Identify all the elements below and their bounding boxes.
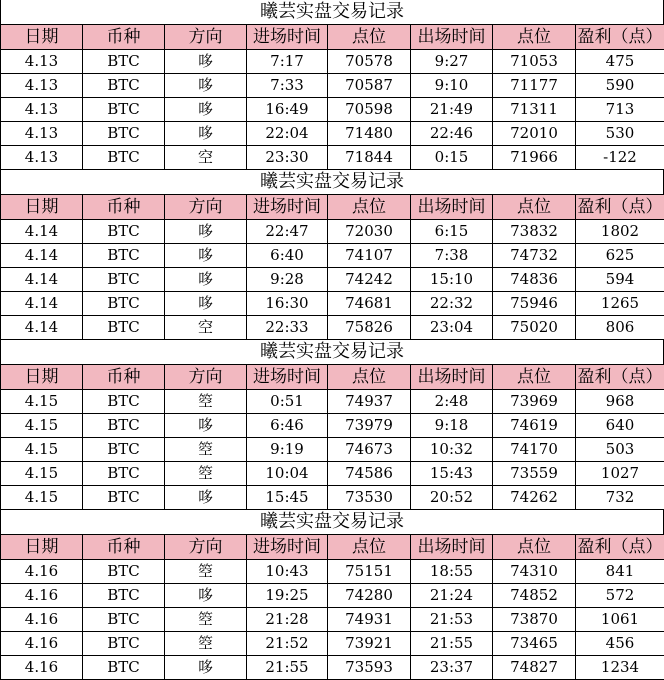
cell-profit: 841 (576, 560, 664, 584)
cell-date: 4.16 (1, 632, 83, 656)
cell-exit-price: 71053 (493, 50, 576, 74)
cell-direction: 哆 (165, 220, 247, 244)
cell-exit-time: 21:24 (411, 584, 493, 608)
cell-coin: BTC (83, 632, 165, 656)
table-row (1, 268, 664, 292)
cell-entry-price: 71844 (328, 146, 411, 170)
table-row (1, 486, 664, 510)
cell-exit-price: 72010 (493, 122, 576, 146)
cell-coin: BTC (83, 292, 165, 316)
cell-coin: BTC (83, 268, 165, 292)
section-title: 曦芸实盘交易记录 (0, 340, 664, 364)
cell-entry-price: 74242 (328, 268, 411, 292)
cell-exit-price: 74732 (493, 244, 576, 268)
cell-entry-time: 6:46 (247, 414, 328, 438)
cell-profit: 640 (576, 414, 664, 438)
cell-exit-price: 75946 (493, 292, 576, 316)
cell-direction: 箜 (165, 608, 247, 632)
section-title: 曦芸实盘交易记录 (0, 170, 664, 194)
cell-entry-time: 7:17 (247, 50, 328, 74)
cell-entry-price: 72030 (328, 220, 411, 244)
header-direction: 方向 (165, 25, 247, 50)
header-date: 日期 (1, 535, 83, 560)
cell-date: 4.14 (1, 292, 83, 316)
header-coin: 币种 (83, 195, 165, 220)
cell-date: 4.13 (1, 98, 83, 122)
header-direction: 方向 (165, 535, 247, 560)
header-exit-price: 点位 (493, 195, 576, 220)
cell-coin: BTC (83, 316, 165, 340)
cell-exit-time: 6:15 (411, 220, 493, 244)
header-exit-time: 出场时间 (411, 25, 493, 50)
cell-date: 4.14 (1, 244, 83, 268)
cell-entry-time: 10:43 (247, 560, 328, 584)
table-row (1, 608, 664, 632)
cell-entry-price: 73921 (328, 632, 411, 656)
cell-entry-time: 16:30 (247, 292, 328, 316)
header-entry-price: 点位 (328, 535, 411, 560)
cell-coin: BTC (83, 608, 165, 632)
cell-exit-time: 23:37 (411, 656, 493, 680)
cell-date: 4.16 (1, 656, 83, 680)
trade-table (0, 534, 664, 680)
cell-exit-price: 73969 (493, 390, 576, 414)
header-coin: 币种 (83, 25, 165, 50)
header-entry-time: 进场时间 (247, 365, 328, 390)
header-exit-price: 点位 (493, 535, 576, 560)
cell-exit-price: 73465 (493, 632, 576, 656)
cell-direction: 哆 (165, 656, 247, 680)
cell-profit: 625 (576, 244, 664, 268)
table-row (1, 560, 664, 584)
cell-profit: 1234 (576, 656, 664, 680)
cell-date: 4.15 (1, 486, 83, 510)
header-exit-time: 出场时间 (411, 195, 493, 220)
cell-exit-time: 2:48 (411, 390, 493, 414)
cell-direction: 空 (165, 146, 247, 170)
cell-entry-price: 74280 (328, 584, 411, 608)
cell-direction: 箜 (165, 438, 247, 462)
table-row (1, 122, 664, 146)
cell-direction: 箜 (165, 462, 247, 486)
cell-entry-price: 71480 (328, 122, 411, 146)
cell-entry-price: 74681 (328, 292, 411, 316)
table-row (1, 146, 664, 170)
cell-exit-price: 74836 (493, 268, 576, 292)
cell-entry-time: 21:52 (247, 632, 328, 656)
cell-exit-time: 15:10 (411, 268, 493, 292)
table-row (1, 390, 664, 414)
header-date: 日期 (1, 25, 83, 50)
cell-date: 4.13 (1, 74, 83, 98)
cell-entry-price: 73979 (328, 414, 411, 438)
cell-entry-time: 23:30 (247, 146, 328, 170)
table-row (1, 220, 664, 244)
cell-profit: 806 (576, 316, 664, 340)
cell-coin: BTC (83, 486, 165, 510)
cell-profit: -122 (576, 146, 664, 170)
cell-direction: 哆 (165, 74, 247, 98)
cell-entry-price: 74931 (328, 608, 411, 632)
cell-exit-time: 9:27 (411, 50, 493, 74)
header-row (1, 25, 664, 50)
cell-coin: BTC (83, 656, 165, 680)
cell-entry-price: 74107 (328, 244, 411, 268)
cell-entry-time: 22:47 (247, 220, 328, 244)
cell-date: 4.13 (1, 122, 83, 146)
cell-coin: BTC (83, 50, 165, 74)
header-profit: 盈利（点） (576, 25, 664, 50)
cell-exit-time: 10:32 (411, 438, 493, 462)
cell-exit-time: 15:43 (411, 462, 493, 486)
cell-entry-price: 75151 (328, 560, 411, 584)
cell-entry-time: 19:25 (247, 584, 328, 608)
header-entry-price: 点位 (328, 195, 411, 220)
cell-entry-time: 9:19 (247, 438, 328, 462)
header-exit-time: 出场时间 (411, 365, 493, 390)
cell-entry-price: 74673 (328, 438, 411, 462)
cell-exit-price: 71311 (493, 98, 576, 122)
cell-entry-time: 15:45 (247, 486, 328, 510)
header-exit-price: 点位 (493, 365, 576, 390)
header-date: 日期 (1, 365, 83, 390)
table-row (1, 462, 664, 486)
cell-date: 4.16 (1, 560, 83, 584)
cell-direction: 哆 (165, 584, 247, 608)
section-title: 曦芸实盘交易记录 (0, 510, 664, 534)
table-row (1, 50, 664, 74)
cell-direction: 哆 (165, 414, 247, 438)
cell-coin: BTC (83, 74, 165, 98)
cell-direction: 箜 (165, 390, 247, 414)
cell-profit: 572 (576, 584, 664, 608)
table-row (1, 632, 664, 656)
cell-profit: 503 (576, 438, 664, 462)
table-row (1, 656, 664, 680)
cell-date: 4.15 (1, 414, 83, 438)
header-row (1, 195, 664, 220)
cell-exit-price: 73832 (493, 220, 576, 244)
header-coin: 币种 (83, 365, 165, 390)
cell-date: 4.16 (1, 584, 83, 608)
cell-exit-time: 9:18 (411, 414, 493, 438)
cell-coin: BTC (83, 390, 165, 414)
cell-entry-time: 21:28 (247, 608, 328, 632)
cell-exit-time: 21:53 (411, 608, 493, 632)
table-row (1, 414, 664, 438)
cell-date: 4.15 (1, 462, 83, 486)
cell-profit: 1265 (576, 292, 664, 316)
cell-entry-price: 73530 (328, 486, 411, 510)
header-coin: 币种 (83, 535, 165, 560)
cell-profit: 968 (576, 390, 664, 414)
cell-exit-time: 22:32 (411, 292, 493, 316)
cell-coin: BTC (83, 244, 165, 268)
cell-profit: 1061 (576, 608, 664, 632)
cell-entry-price: 70587 (328, 74, 411, 98)
cell-date: 4.14 (1, 220, 83, 244)
cell-exit-time: 18:55 (411, 560, 493, 584)
cell-exit-time: 21:55 (411, 632, 493, 656)
cell-entry-time: 21:55 (247, 656, 328, 680)
cell-direction: 哆 (165, 292, 247, 316)
cell-exit-price: 71966 (493, 146, 576, 170)
cell-exit-price: 73870 (493, 608, 576, 632)
cell-entry-time: 16:49 (247, 98, 328, 122)
trade-table (0, 364, 664, 510)
header-exit-time: 出场时间 (411, 535, 493, 560)
cell-coin: BTC (83, 220, 165, 244)
cell-profit: 590 (576, 74, 664, 98)
header-entry-price: 点位 (328, 365, 411, 390)
cell-coin: BTC (83, 98, 165, 122)
table-row (1, 292, 664, 316)
cell-coin: BTC (83, 122, 165, 146)
header-row (1, 535, 664, 560)
header-direction: 方向 (165, 365, 247, 390)
header-entry-time: 进场时间 (247, 535, 328, 560)
cell-exit-price: 73559 (493, 462, 576, 486)
cell-exit-time: 0:15 (411, 146, 493, 170)
cell-entry-price: 73593 (328, 656, 411, 680)
cell-direction: 箜 (165, 560, 247, 584)
cell-date: 4.14 (1, 316, 83, 340)
cell-direction: 箜 (165, 632, 247, 656)
cell-profit: 456 (576, 632, 664, 656)
cell-direction: 哆 (165, 486, 247, 510)
cell-coin: BTC (83, 462, 165, 486)
cell-direction: 哆 (165, 244, 247, 268)
cell-exit-price: 75020 (493, 316, 576, 340)
cell-entry-time: 22:33 (247, 316, 328, 340)
cell-entry-price: 74586 (328, 462, 411, 486)
cell-exit-time: 22:46 (411, 122, 493, 146)
cell-coin: BTC (83, 146, 165, 170)
header-entry-time: 进场时间 (247, 25, 328, 50)
cell-profit: 732 (576, 486, 664, 510)
header-date: 日期 (1, 195, 83, 220)
cell-direction: 哆 (165, 122, 247, 146)
cell-date: 4.13 (1, 146, 83, 170)
cell-direction: 哆 (165, 50, 247, 74)
cell-profit: 530 (576, 122, 664, 146)
cell-date: 4.13 (1, 50, 83, 74)
cell-exit-price: 74170 (493, 438, 576, 462)
cell-profit: 475 (576, 50, 664, 74)
cell-exit-time: 20:52 (411, 486, 493, 510)
cell-coin: BTC (83, 584, 165, 608)
header-entry-price: 点位 (328, 25, 411, 50)
cell-exit-time: 9:10 (411, 74, 493, 98)
cell-direction: 空 (165, 316, 247, 340)
cell-entry-price: 75826 (328, 316, 411, 340)
cell-exit-time: 21:49 (411, 98, 493, 122)
cell-date: 4.15 (1, 390, 83, 414)
cell-exit-price: 74619 (493, 414, 576, 438)
header-direction: 方向 (165, 195, 247, 220)
cell-profit: 594 (576, 268, 664, 292)
cell-entry-price: 74937 (328, 390, 411, 414)
table-row (1, 584, 664, 608)
section-title: 曦芸实盘交易记录 (0, 0, 664, 24)
table-row (1, 438, 664, 462)
cell-coin: BTC (83, 414, 165, 438)
cell-date: 4.15 (1, 438, 83, 462)
cell-exit-price: 74852 (493, 584, 576, 608)
cell-coin: BTC (83, 560, 165, 584)
cell-exit-price: 74827 (493, 656, 576, 680)
cell-profit: 1027 (576, 462, 664, 486)
cell-entry-time: 9:28 (247, 268, 328, 292)
cell-entry-time: 0:51 (247, 390, 328, 414)
cell-exit-price: 74310 (493, 560, 576, 584)
cell-direction: 哆 (165, 98, 247, 122)
header-exit-price: 点位 (493, 25, 576, 50)
header-profit: 盈利（点） (576, 195, 664, 220)
header-profit: 盈利（点） (576, 535, 664, 560)
trade-table (0, 24, 664, 170)
header-entry-time: 进场时间 (247, 195, 328, 220)
cell-exit-price: 74262 (493, 486, 576, 510)
table-row (1, 74, 664, 98)
cell-entry-time: 22:04 (247, 122, 328, 146)
cell-entry-time: 6:40 (247, 244, 328, 268)
cell-entry-price: 70598 (328, 98, 411, 122)
table-row (1, 98, 664, 122)
cell-profit: 1802 (576, 220, 664, 244)
cell-coin: BTC (83, 438, 165, 462)
table-row (1, 244, 664, 268)
trade-table (0, 194, 664, 340)
cell-exit-time: 23:04 (411, 316, 493, 340)
cell-entry-price: 70578 (328, 50, 411, 74)
header-row (1, 365, 664, 390)
cell-exit-price: 71177 (493, 74, 576, 98)
cell-exit-time: 7:38 (411, 244, 493, 268)
cell-date: 4.16 (1, 608, 83, 632)
header-profit: 盈利（点） (576, 365, 664, 390)
cell-entry-time: 7:33 (247, 74, 328, 98)
cell-direction: 哆 (165, 268, 247, 292)
cell-profit: 713 (576, 98, 664, 122)
cell-entry-time: 10:04 (247, 462, 328, 486)
table-row (1, 316, 664, 340)
cell-date: 4.14 (1, 268, 83, 292)
